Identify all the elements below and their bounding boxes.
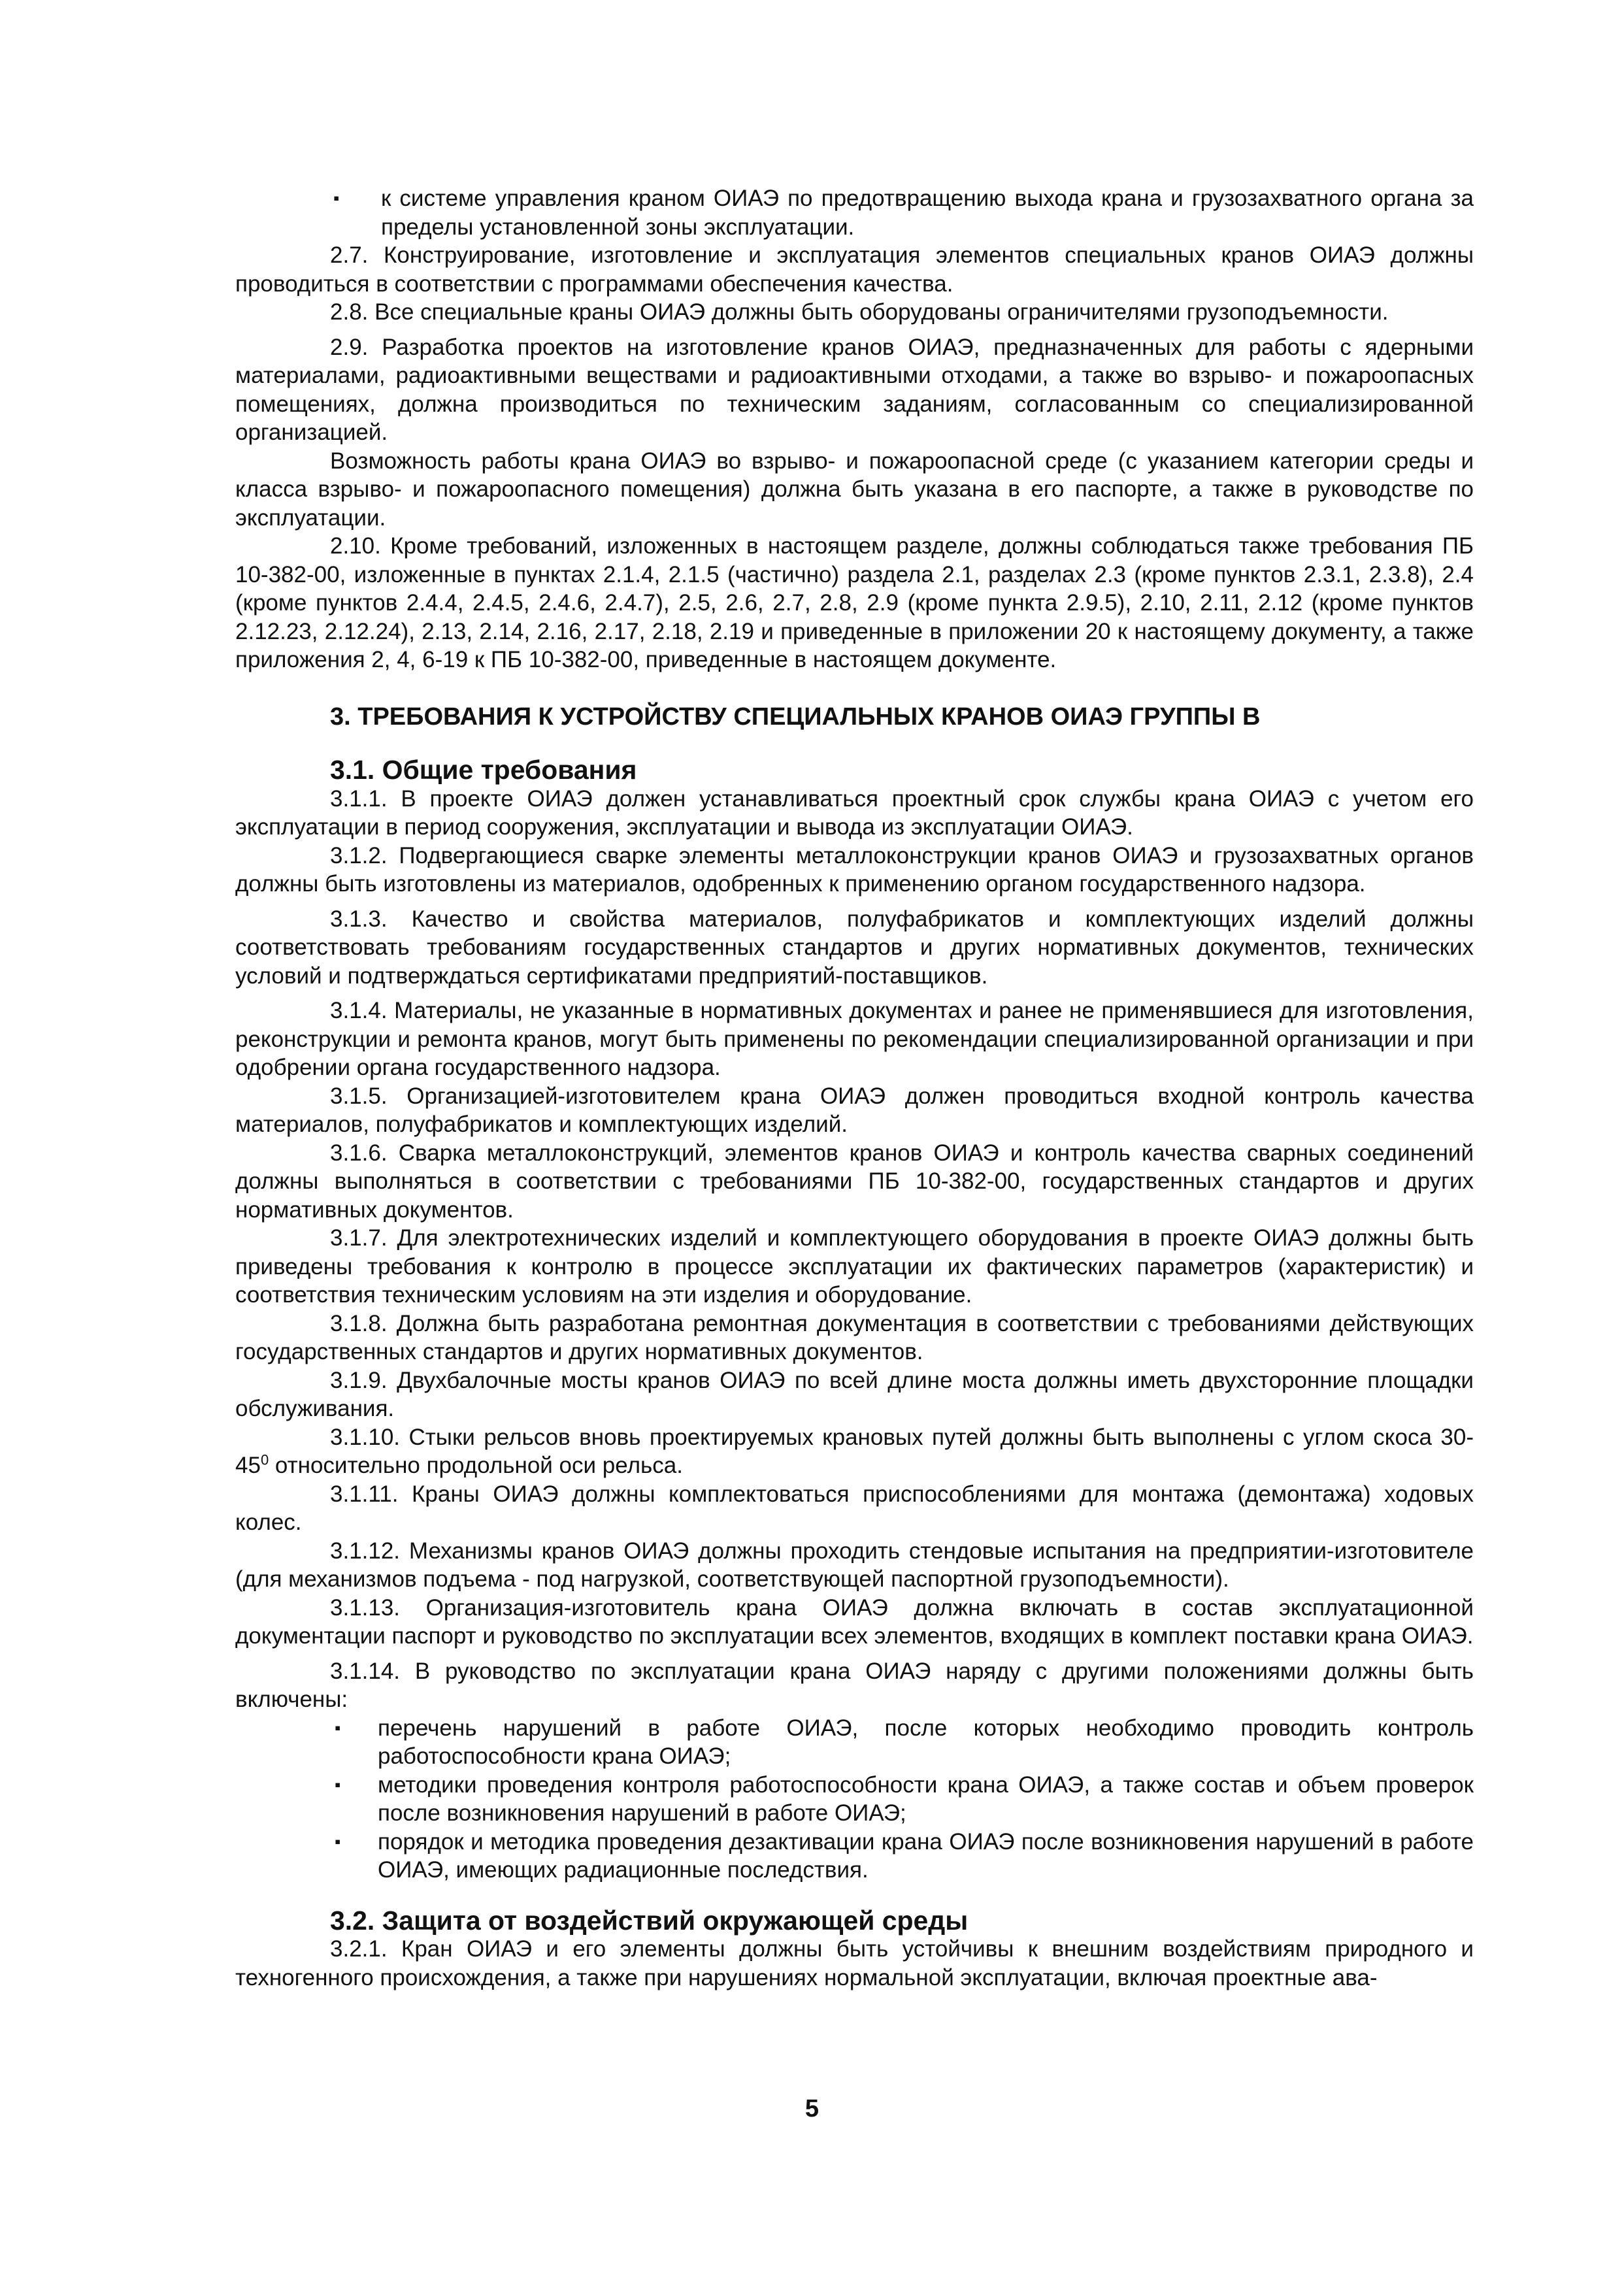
paragraph-3-1-2: 3.1.2. Подвергающиеся сварке элементы металлоконструкции кранов ОИАЭ и грузозахватных органов должны быть изготовлены из материалов, одобренных к применению органом государственного надзора.: [235, 842, 1474, 897]
list-item: [235, 1714, 1474, 1771]
paragraph-3-1-5: 3.1.5. Организацией-изготовителем крана ОИАЭ должен проводиться входной контроль качества материалов, полуфабрикатов и комплектующих изделий.: [235, 1083, 1474, 1137]
paragraph-3-1-14: 3.1.14. В руководство по эксплуатации крана ОИАЭ наряду с другими положениями должны быть включены:: [235, 1658, 1474, 1712]
paragraph-3-1-10-text-end: относительно продольной оси рельса.: [269, 1453, 683, 1478]
document-body: [235, 184, 1474, 1992]
subsection-heading: 3.1. Общие требования: [330, 755, 637, 785]
paragraph-3-1-9: 3.1.9. Двухбалочные мосты кранов ОИАЭ по всей длине моста должны иметь двухсторонние площадки обслуживания.: [235, 1367, 1474, 1421]
bullet-icon: ▪: [335, 1717, 341, 1738]
paragraph-3-1-8: 3.1.8. Должна быть разработана ремонтная документация в соответствии с требованиями действующих государственных стандартов и других нормативных документов.: [235, 1310, 1474, 1364]
list-item: [235, 184, 1474, 241]
paragraph-3-1-13: 3.1.13. Организация-изготовитель крана ОИАЭ должна включать в состав эксплуатационной документации паспорт и руководство по эксплуатации всех элементов, входящих в комплект поставки крана ОИАЭ.: [235, 1594, 1474, 1649]
paragraph-2-9: 2.9. Разработка проектов на изготовление кранов ОИАЭ, предназначенных для работы с ядерными материалами, радиоактивными веществами и радиоактивными отходами, а также во взрыво- и пожароопасных помещениях, должна производиться по техническим заданиям, согласованным со специализированной организацией.: [235, 334, 1474, 445]
list-item-text: к системе управления краном ОИАЭ по предотвращению выхода крана и грузозахватного органа за пределы установленной зоны эксплуатации.: [381, 186, 1474, 240]
subsection-heading: 3.2. Защита от воздействий окружающей среды: [330, 1905, 969, 1936]
paragraph-2-7: 2.7. Конструирование, изготовление и эксплуатация элементов специальных кранов ОИАЭ должны проводиться в соответствии с программами обеспечения качества.: [235, 242, 1474, 297]
bullet-icon: ▪: [335, 1774, 341, 1794]
page-number: 5: [804, 2095, 820, 2122]
paragraph-3-1-4: 3.1.4. Материалы, не указанные в нормативных документах и ранее не применявшиеся для изготовления, реконструкции и ремонта кранов, могут быть применены по рекомендации специализированной организации и при одобрении органа государственного надзора.: [235, 998, 1474, 1080]
degree-superscript: 0: [260, 1451, 269, 1468]
section-heading: 3. ТРЕБОВАНИЯ К УСТРОЙСТВУ СПЕЦИАЛЬНЫХ КРАНОВ ОИАЭ ГРУППЫ В: [330, 702, 1261, 731]
paragraph-3-1-1: 3.1.1. В проекте ОИАЭ должен устанавливаться проектный срок службы крана ОИАЭ с учетом его эксплуатации в период сооружения, эксплуатации и вывода из эксплуатации ОИАЭ.: [235, 785, 1474, 840]
list-item: [235, 1828, 1474, 1885]
list-item-text: перечень нарушений в работе ОИАЭ, после которых необходимо проводить контроль работоспособности крана ОИАЭ;: [378, 1715, 1474, 1769]
paragraph-3-2-1: 3.2.1. Кран ОИАЭ и его элементы должны быть устойчивы к внешним воздействиям природного и техногенного происхождения, а также при нарушениях нормальной эксплуатации, включая проектные ава-: [235, 1936, 1474, 1990]
list-item: [235, 1771, 1474, 1828]
paragraph-3-1-3: 3.1.3. Качество и свойства материалов, полуфабрикатов и комплектующих изделий должны соответствовать требованиям государственных стандартов и других нормативных документов, технических условий и подтверждаться сертификатами предприятий-поставщиков.: [235, 906, 1474, 989]
bullet-icon: ▪: [335, 1831, 341, 1851]
bullet-icon: ▪: [333, 188, 340, 208]
paragraph-2-10: 2.10. Кроме требований, изложенных в настоящем разделе, должны соблюдаться также требования ПБ 10-382-00, изложенные в пунктах 2.1.4, 2.1.5 (частично) раздела 2.1, разделах 2.3 (кроме пунктов 2.3.1, 2.3.8), 2.4 (кроме пунктов 2.4.4, 2.4.5, 2.4.6, 2.4.7), 2.5, 2.6, 2.7, 2.8, 2.9 (кроме пункта 2.9.5), 2.10, 2.11, 2.12 (кроме пунктов 2.12.23, 2.12.24), 2.13, 2.14, 2.16, 2.17, 2.18, 2.19 и приведенные в приложении 20 к настоящему документу, а также приложения 2, 4, 6-19 к ПБ 10-382-00, приведенные в настоящем документе.: [235, 533, 1474, 672]
paragraph-2-9-continued: Возможность работы крана ОИАЭ во взрыво- и пожароопасной среде (с указанием категории среды и класса взрыво- и пожароопасного помещения) должна быть указана в его паспорте, а также в руководстве по эксплуатации.: [235, 448, 1474, 531]
list-item-text: методики проведения контроля работоспособности крана ОИАЭ, а также состав и объем проверок после возникновения нарушений в работе ОИАЭ;: [378, 1772, 1474, 1826]
paragraph-3-1-12: 3.1.12. Механизмы кранов ОИАЭ должны проходить стендовые испытания на предприятии-изготовителе (для механизмов подъема - под нагрузкой, соответствующей паспортной грузоподъемности).: [235, 1538, 1474, 1592]
paragraph-3-1-7: 3.1.7. Для электротехнических изделий и комплектующего оборудования в проекте ОИАЭ должны быть приведены требования к контролю в процессе эксплуатации их фактических параметров (характеристик) и соответствия техническим условиям на эти изделия и оборудование.: [235, 1225, 1474, 1308]
paragraph-3-1-6: 3.1.6. Сварка металлоконструкций, элементов кранов ОИАЭ и контроль качества сварных соединений должны выполняться в соответствии с требованиями ПБ 10-382-00, государственных стандартов и других нормативных документов.: [235, 1140, 1474, 1223]
paragraph-3-1-11: 3.1.11. Краны ОИАЭ должны комплектоваться приспособлениями для монтажа (демонтажа) ходовых колес.: [235, 1481, 1474, 1535]
paragraph-3-1-10: [235, 1423, 1474, 1480]
paragraph-3-1-10-text: 3.1.10. Стыки рельсов вновь проектируемых крановых путей должны быть выполнены с углом скоса 30-45: [235, 1424, 1474, 1478]
paragraph-2-8: 2.8. Все специальные краны ОИАЭ должны быть оборудованы ограничителями грузоподъемности.: [330, 299, 1389, 325]
list-item-text: порядок и методика проведения дезактивации крана ОИАЭ после возникновения нарушений в работе ОИАЭ, имеющих радиационные последствия.: [378, 1828, 1474, 1883]
